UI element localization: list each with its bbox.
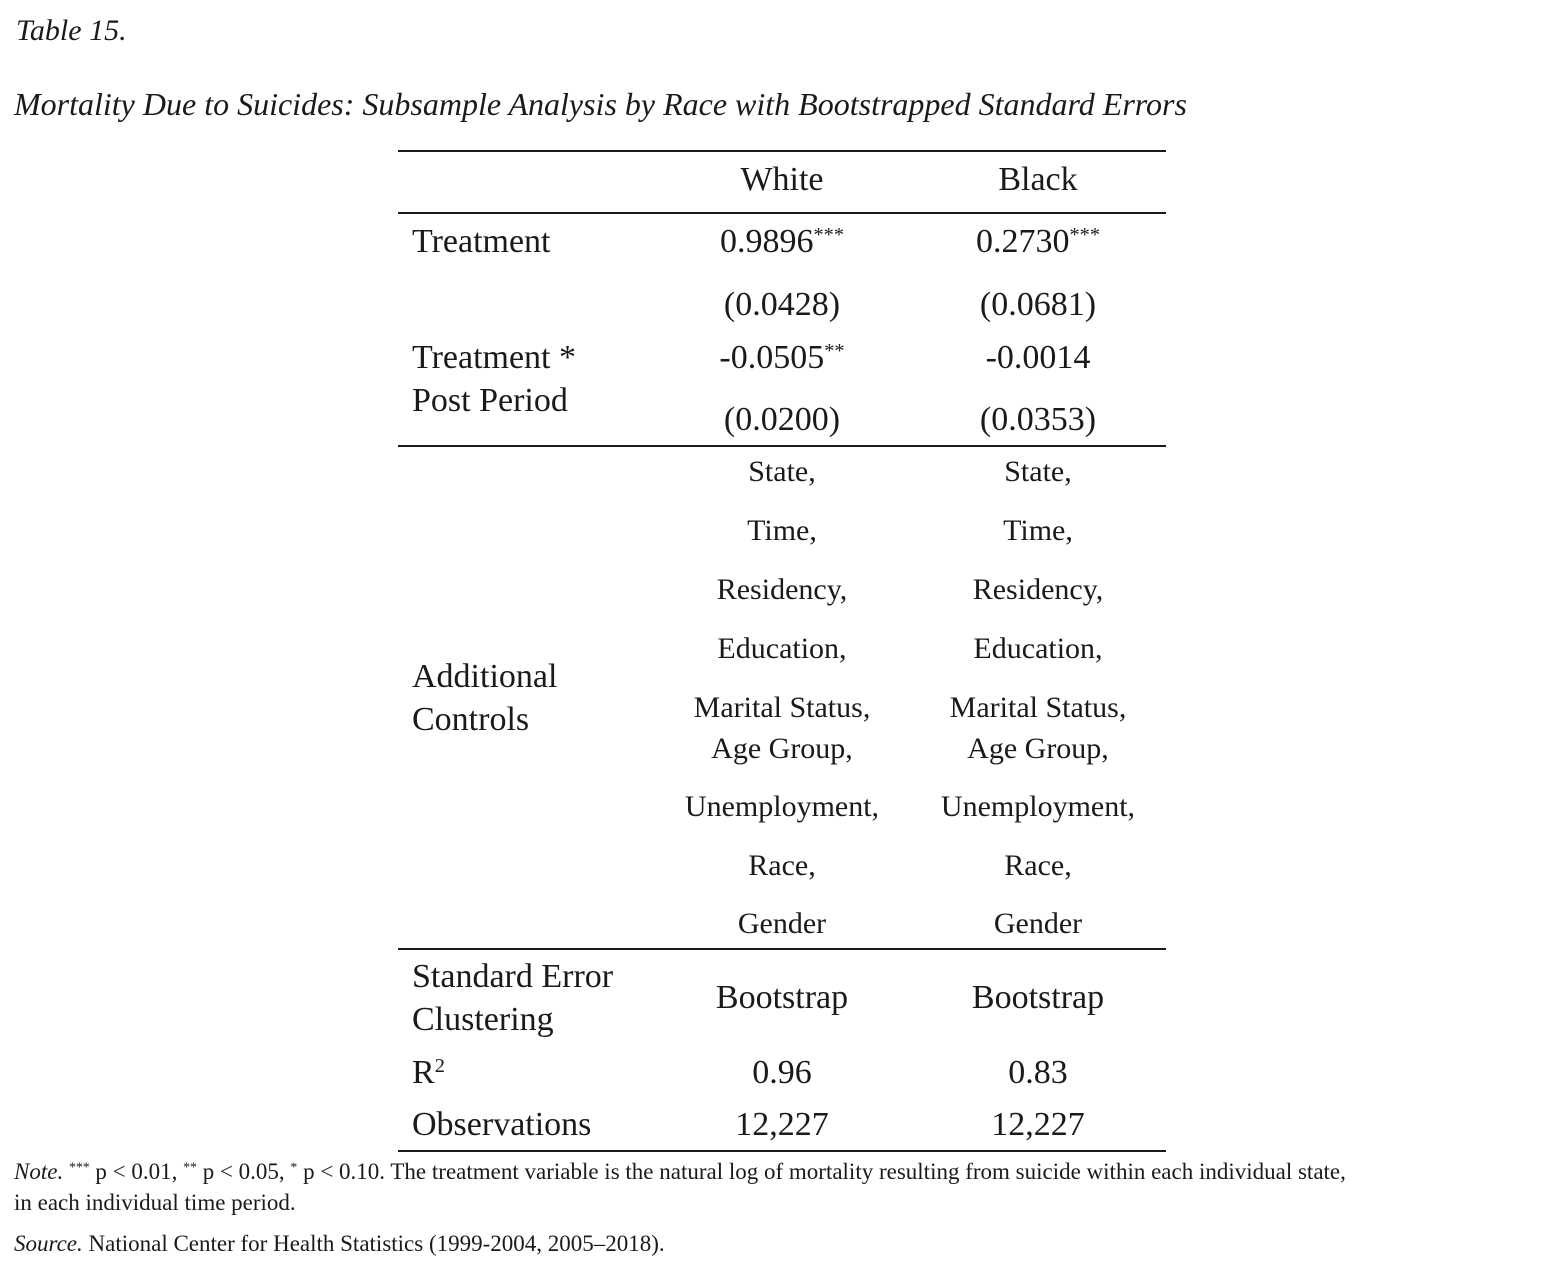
note-text-2: p < 0.05,: [196, 1159, 291, 1184]
note-stars-1: ***: [68, 1159, 90, 1175]
interaction-black-se: (0.0353): [979, 401, 1097, 438]
note-text-1: p < 0.01,: [89, 1159, 184, 1184]
column-header-black: Black: [998, 161, 1078, 198]
coef-value: 0.2730: [975, 223, 1070, 260]
row-label-treatment: Treatment: [412, 223, 551, 260]
table-note: [14, 1157, 1346, 1187]
controls-rule: [398, 948, 1166, 950]
controls-white-item: Residency,: [716, 573, 848, 606]
row-label-controls-line2: Controls: [412, 701, 530, 738]
significance-stars: **: [824, 339, 845, 362]
treatment-black-coef: [910, 222, 1166, 262]
coef-value: 0.9896: [719, 223, 814, 260]
controls-black-item: Age Group,: [967, 732, 1109, 765]
controls-white-item: Race,: [748, 849, 816, 882]
interaction-black-coef: -0.0014: [985, 339, 1091, 376]
significance-stars: ***: [1069, 223, 1101, 246]
column-header-white: White: [740, 161, 824, 198]
observations-black: 12,227: [991, 1106, 1085, 1143]
r2-superscript: 2: [434, 1054, 445, 1077]
treatment-black-se: (0.0681): [979, 286, 1097, 323]
controls-black-item: Gender: [993, 907, 1083, 940]
controls-black-item: Race,: [1004, 849, 1072, 882]
note-label: Note.: [14, 1159, 64, 1184]
note-stars-3: *: [290, 1159, 298, 1175]
table-number: Table 15.: [16, 14, 127, 47]
table-note-line2: in each individual time period.: [14, 1190, 296, 1215]
row-label-interaction-line1: Treatment *: [412, 339, 577, 376]
clustering-black: Bootstrap: [971, 979, 1105, 1016]
row-label-r2: [412, 1053, 445, 1093]
row-label-clustering-line1: Standard Error: [412, 958, 614, 995]
observations-white: 12,227: [735, 1106, 829, 1143]
interaction-white-coef: [654, 338, 910, 378]
r2-black: 0.83: [1008, 1054, 1068, 1091]
bottom-rule: [398, 1150, 1166, 1152]
row-label-observations: Observations: [412, 1106, 592, 1143]
treatment-white-coef: [654, 222, 910, 262]
controls-white-item: Marital Status,: [693, 691, 871, 724]
controls-white-item: Gender: [737, 907, 827, 940]
controls-black-item: Unemployment,: [940, 790, 1136, 823]
controls-white-item: State,: [748, 455, 816, 488]
controls-black-item: Time,: [1003, 514, 1073, 547]
controls-white-item: Time,: [747, 514, 817, 547]
controls-black-item: Marital Status,: [949, 691, 1127, 724]
coef-value: -0.0505: [719, 339, 825, 376]
r2-symbol: R: [412, 1054, 435, 1091]
table-source: [14, 1229, 665, 1259]
row-label-interaction-line2: Post Period: [412, 382, 568, 419]
note-text-3: p < 0.10. The treatment variable is the natural log of mortality resulting from suicide within each individual state,: [297, 1159, 1346, 1184]
coefficients-rule: [398, 445, 1166, 447]
row-label-clustering-line2: Clustering: [412, 1001, 554, 1038]
top-rule: [398, 150, 1166, 152]
note-stars-2: **: [183, 1159, 197, 1175]
controls-white-item: Unemployment,: [684, 790, 880, 823]
controls-black-item: Education,: [973, 632, 1103, 665]
source-label: Source.: [14, 1231, 83, 1256]
row-label-controls-line1: Additional: [412, 658, 558, 695]
controls-white-item: Education,: [717, 632, 847, 665]
header-rule: [398, 212, 1166, 214]
r2-white: 0.96: [752, 1054, 812, 1091]
controls-black-item: Residency,: [972, 573, 1104, 606]
significance-stars: ***: [813, 223, 845, 246]
source-text: National Center for Health Statistics (1999-2004, 2005–2018).: [82, 1231, 665, 1256]
interaction-white-se: (0.0200): [723, 401, 841, 438]
clustering-white: Bootstrap: [715, 979, 849, 1016]
controls-black-item: State,: [1004, 455, 1072, 488]
table-title: Mortality Due to Suicides: Subsample Analysis by Race with Bootstrapped Standard Errors: [14, 86, 1187, 122]
controls-white-item: Age Group,: [711, 732, 853, 765]
treatment-white-se: (0.0428): [723, 286, 841, 323]
